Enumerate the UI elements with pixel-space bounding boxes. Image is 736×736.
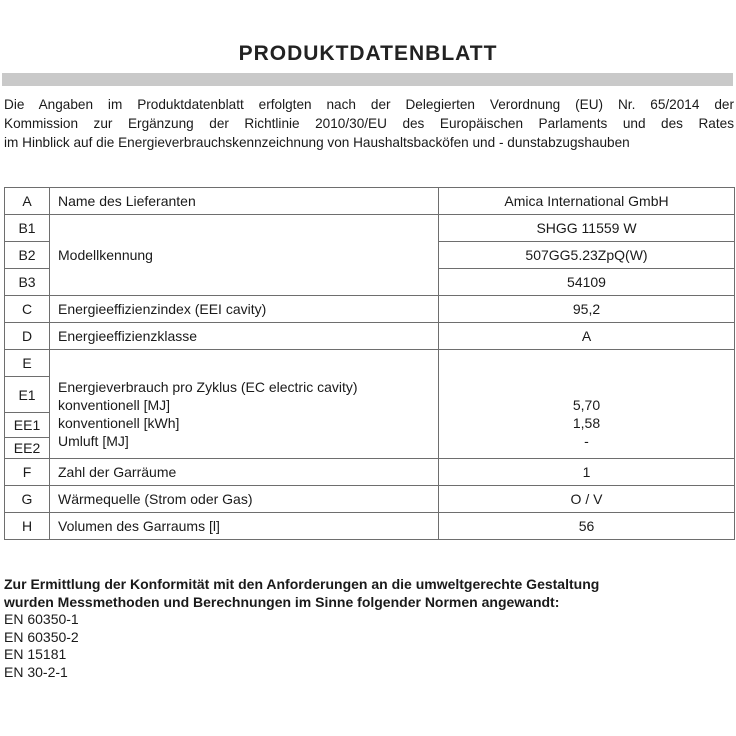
row-code: H bbox=[5, 513, 50, 540]
standard-item: EN 60350-2 bbox=[4, 628, 79, 645]
row-label: konventionell [MJ] bbox=[58, 397, 171, 413]
row-value: SHGG 11559 W bbox=[439, 215, 735, 242]
energy-consumption-values bbox=[439, 350, 735, 459]
table-row bbox=[5, 513, 735, 540]
row-code: G bbox=[5, 486, 50, 513]
row-label: Modellkennung bbox=[50, 215, 439, 296]
product-data-table bbox=[4, 187, 735, 540]
row-label: Umluft [MJ] bbox=[58, 433, 129, 449]
table-row bbox=[5, 215, 735, 242]
standards-heading-line: Zur Ermittlung der Konformität mit den Anforderungen an die umweltgerechte Gestaltung bbox=[4, 576, 600, 592]
row-value: 56 bbox=[439, 513, 735, 540]
table-row bbox=[5, 350, 735, 377]
intro-line: Kommission zur Ergänzung der Richtlinie 2010/30/EU des Europäischen Parlaments und des Rates bbox=[4, 116, 734, 131]
standard-item: EN 15181 bbox=[4, 646, 67, 662]
standard-item: EN 30-2-1 bbox=[4, 663, 68, 680]
row-code: B2 bbox=[5, 242, 50, 269]
row-value: 5,70 bbox=[572, 397, 601, 413]
title-divider bbox=[2, 73, 733, 86]
row-code: E bbox=[5, 350, 50, 377]
intro-line: Die Angaben im Produktdatenblatt erfolgten nach der Delegierten Verordnung (EU) Nr. 65/2014 der bbox=[4, 97, 734, 112]
row-value: O / V bbox=[439, 486, 735, 513]
table-row bbox=[5, 188, 735, 215]
energy-consumption-labels bbox=[50, 350, 439, 459]
standard-item: EN 60350-1 bbox=[4, 611, 79, 627]
row-value: 95,2 bbox=[439, 296, 735, 323]
row-label: Volumen des Garraums [l] bbox=[50, 513, 439, 540]
intro-paragraph bbox=[4, 95, 734, 152]
row-label: Wärmequelle (Strom oder Gas) bbox=[50, 486, 439, 513]
row-code: B1 bbox=[5, 215, 50, 242]
row-code: EE2 bbox=[5, 438, 50, 459]
page-title: PRODUKTDATENBLATT bbox=[238, 42, 498, 65]
row-label: konventionell [kWh] bbox=[58, 415, 180, 431]
row-value: 1,58 bbox=[572, 415, 601, 431]
standards-section bbox=[4, 576, 734, 681]
row-value: - bbox=[584, 433, 589, 449]
row-code: D bbox=[5, 323, 50, 350]
intro-line: im Hinblick auf die Energieverbrauchskennzeichnung von Haushaltsbacköfen und - dunstabzugshauben bbox=[4, 135, 630, 150]
row-label: Energieeffizienzklasse bbox=[50, 323, 439, 350]
row-code: EE1 bbox=[5, 413, 50, 438]
row-code: B3 bbox=[5, 269, 50, 296]
row-code: F bbox=[5, 459, 50, 486]
row-value: Amica International GmbH bbox=[439, 188, 735, 215]
row-value: 1 bbox=[439, 459, 735, 486]
row-label: Energieverbrauch pro Zyklus (EC electric cavity) bbox=[58, 379, 358, 395]
row-code: C bbox=[5, 296, 50, 323]
table-row bbox=[5, 296, 735, 323]
row-code: E1 bbox=[5, 377, 50, 413]
row-label: Zahl der Garräume bbox=[50, 459, 439, 486]
row-value: 54109 bbox=[439, 269, 735, 296]
standards-heading-line: wurden Messmethoden und Berechnungen im Sinne folgender Normen angewandt: bbox=[4, 593, 560, 610]
row-label: Name des Lieferanten bbox=[50, 188, 439, 215]
row-code: A bbox=[5, 188, 50, 215]
table-row bbox=[5, 459, 735, 486]
table-row bbox=[5, 486, 735, 513]
row-value: A bbox=[439, 323, 735, 350]
row-value: 507GG5.23ZpQ(W) bbox=[439, 242, 735, 269]
table-row bbox=[5, 323, 735, 350]
row-label: Energieeffizienzindex (EEI cavity) bbox=[50, 296, 439, 323]
